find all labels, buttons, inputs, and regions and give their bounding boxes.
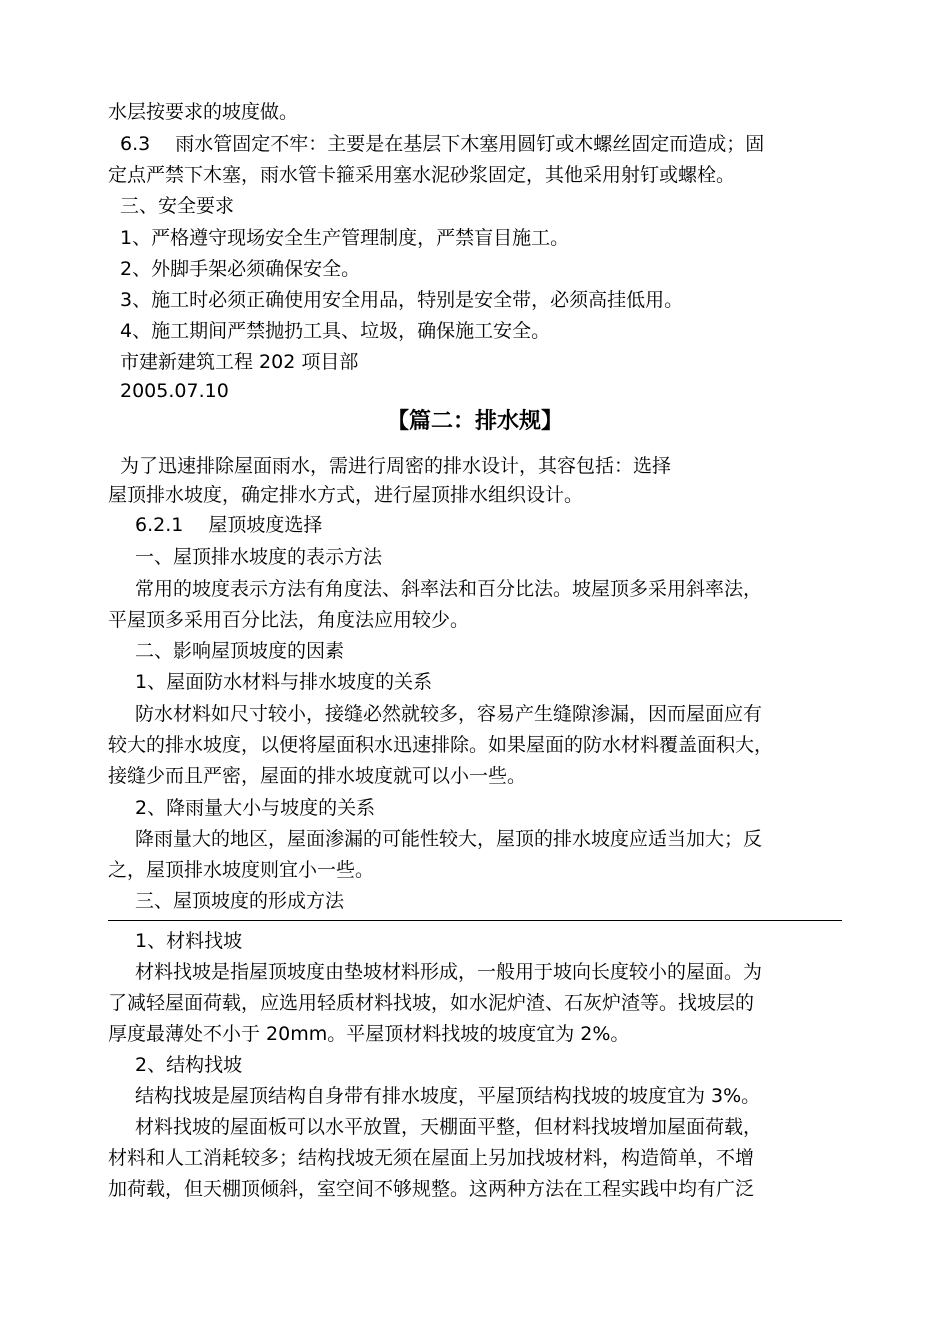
paragraph-line: 加荷载，但天棚顶倾斜，室空间不够规整。这两种方法在工程实践中均有广泛: [108, 1178, 755, 1200]
subsection-heading: 三、屋顶坡度的形成方法: [135, 890, 345, 912]
list-item: 1、严格遵守现场安全生产管理制度，严禁盲目施工。: [120, 227, 570, 249]
paragraph-line: 材料找坡的屋面板可以水平放置，天棚面平整，但材料找坡增加屋面荷载，: [135, 1116, 763, 1138]
paragraph-line: 材料和人工消耗较多；结构找坡无须在屋面上另加找坡材料，构造简单，不增: [108, 1147, 755, 1169]
subsection-title: 6.2.1 屋顶坡度选择: [135, 514, 323, 536]
paragraph-line: 较大的排水坡度，以便将屋面积水迅速排除。如果屋面的防水材料覆盖面积大，: [108, 734, 774, 756]
document-date: 2005.07.10: [120, 380, 229, 402]
paragraph-line: 水层按要求的坡度做。: [108, 101, 299, 123]
list-item: 1、屋面防水材料与排水坡度的关系: [135, 671, 433, 693]
list-item: 2、降雨量大小与坡度的关系: [135, 797, 376, 819]
list-item: 1、材料找坡: [135, 930, 243, 952]
list-item: 3、施工时必须正确使用安全用品，特别是安全带，必须高挂低用。: [120, 289, 684, 311]
paragraph-line: 结构找坡是屋顶结构自身带有排水坡度，平屋顶结构找坡的坡度宜为 3%。: [135, 1085, 761, 1107]
list-item: 4、施工期间严禁抛扔工具、垃圾，确保施工安全。: [120, 320, 551, 342]
paragraph-line: 了减轻屋面荷载，应选用轻质材料找坡，如水泥炉渣、石灰炉渣等。找坡层的: [108, 992, 755, 1014]
paragraph-line: 定点严禁下木塞，雨水管卡箍采用塞水泥砂浆固定，其他采用射钉或螺栓。: [108, 164, 736, 186]
paragraph-line: 接缝少而且严密，屋面的排水坡度就可以小一些。: [108, 765, 527, 787]
paragraph-line: 为了迅速排除屋面雨水，需进行周密的排水设计，其容包括：选择: [120, 455, 672, 477]
paragraph-line: 降雨量大的地区，屋面渗漏的可能性较大，屋顶的排水坡度应适当加大；反: [135, 828, 763, 850]
paragraph-line: 防水材料如尺寸较小，接缝必然就较多，容易产生缝隙渗漏，因而屋面应有: [135, 703, 763, 725]
section-title: 【篇二：排水规】: [386, 409, 563, 434]
organization-name: 市建新建筑工程 202 项目部: [120, 351, 359, 373]
paragraph-line: 平屋顶多采用百分比法，角度法应用较少。: [108, 609, 470, 631]
list-item: 2、外脚手架必须确保安全。: [120, 258, 361, 280]
section-heading-safety: 三、安全要求: [120, 195, 235, 217]
subsection-heading: 一、屋顶排水坡度的表示方法: [135, 546, 383, 568]
horizontal-divider: [108, 920, 842, 921]
paragraph-line: 材料找坡是指屋顶坡度由垫坡材料形成，一般用于坡向长度较小的屋面。为: [135, 961, 763, 983]
paragraph-line: 厚度最薄处不小于 20mm。平屋顶材料找坡的坡度宜为 2%。: [108, 1023, 630, 1045]
paragraph-line: 6.3 雨水管固定不牢：主要是在基层下木塞用圆钉或木螺丝固定而造成；固: [120, 133, 765, 155]
paragraph-line: 常用的坡度表示方法有角度法、斜率法和百分比法。坡屋顶多采用斜率法，: [135, 578, 763, 600]
paragraph-line: 之，屋顶排水坡度则宜小一些。: [108, 859, 375, 881]
paragraph-line: 屋顶排水坡度，确定排水方式，进行屋顶排水组织设计。: [108, 484, 584, 506]
list-item: 2、结构找坡: [135, 1054, 243, 1076]
subsection-heading: 二、影响屋顶坡度的因素: [135, 640, 345, 662]
